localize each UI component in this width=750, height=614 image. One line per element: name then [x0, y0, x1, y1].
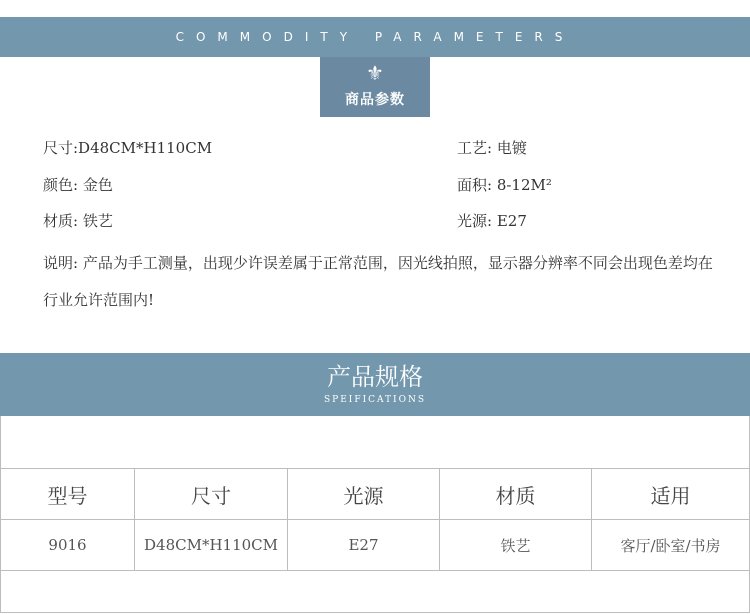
spec-table-header-row — [1, 469, 749, 520]
header-size: 尺寸 — [135, 469, 288, 520]
param-light: 光源: E27 — [457, 212, 527, 230]
cell-model: 9016 — [1, 520, 135, 571]
product-params-tag — [320, 57, 430, 117]
header-usage: 适用 — [592, 469, 750, 520]
param-color: 颜色: 金色 — [43, 176, 113, 194]
spec-english-title: SPEIFICATIONS — [323, 395, 427, 405]
cell-size: D48CM*H110CM — [135, 520, 288, 571]
banner-english-title: COMMODITY PARAMETERS — [175, 30, 575, 44]
table-row — [1, 520, 749, 571]
commodity-parameters-banner — [0, 17, 750, 57]
cell-usage: 客厅/卧室/书房 — [592, 520, 750, 571]
cell-material: 铁艺 — [440, 520, 592, 571]
param-note: 说明: 产品为手工测量，出现少许误差属于正常范围，因光线拍照，显示器分辨率不同会出现色差均在行业允许范围内! — [43, 254, 713, 309]
header-model: 型号 — [1, 469, 135, 520]
header-material: 材质 — [440, 469, 592, 520]
header-light: 光源 — [288, 469, 440, 520]
fleur-de-lis-icon: ⚜ — [366, 61, 384, 85]
spec-table — [1, 468, 749, 571]
tag-label: 商品参数 — [345, 92, 405, 108]
param-craft: 工艺: 电镀 — [457, 139, 527, 157]
spec-chinese-title: 产品规格 — [327, 363, 423, 391]
param-area: 面积: 8-12M² — [457, 176, 552, 194]
cell-light: E27 — [288, 520, 440, 571]
param-material: 材质: 铁艺 — [43, 212, 113, 230]
specifications-banner — [0, 353, 750, 416]
param-size: 尺寸:D48CM*H110CM — [43, 139, 213, 157]
spec-table-box — [0, 416, 750, 613]
